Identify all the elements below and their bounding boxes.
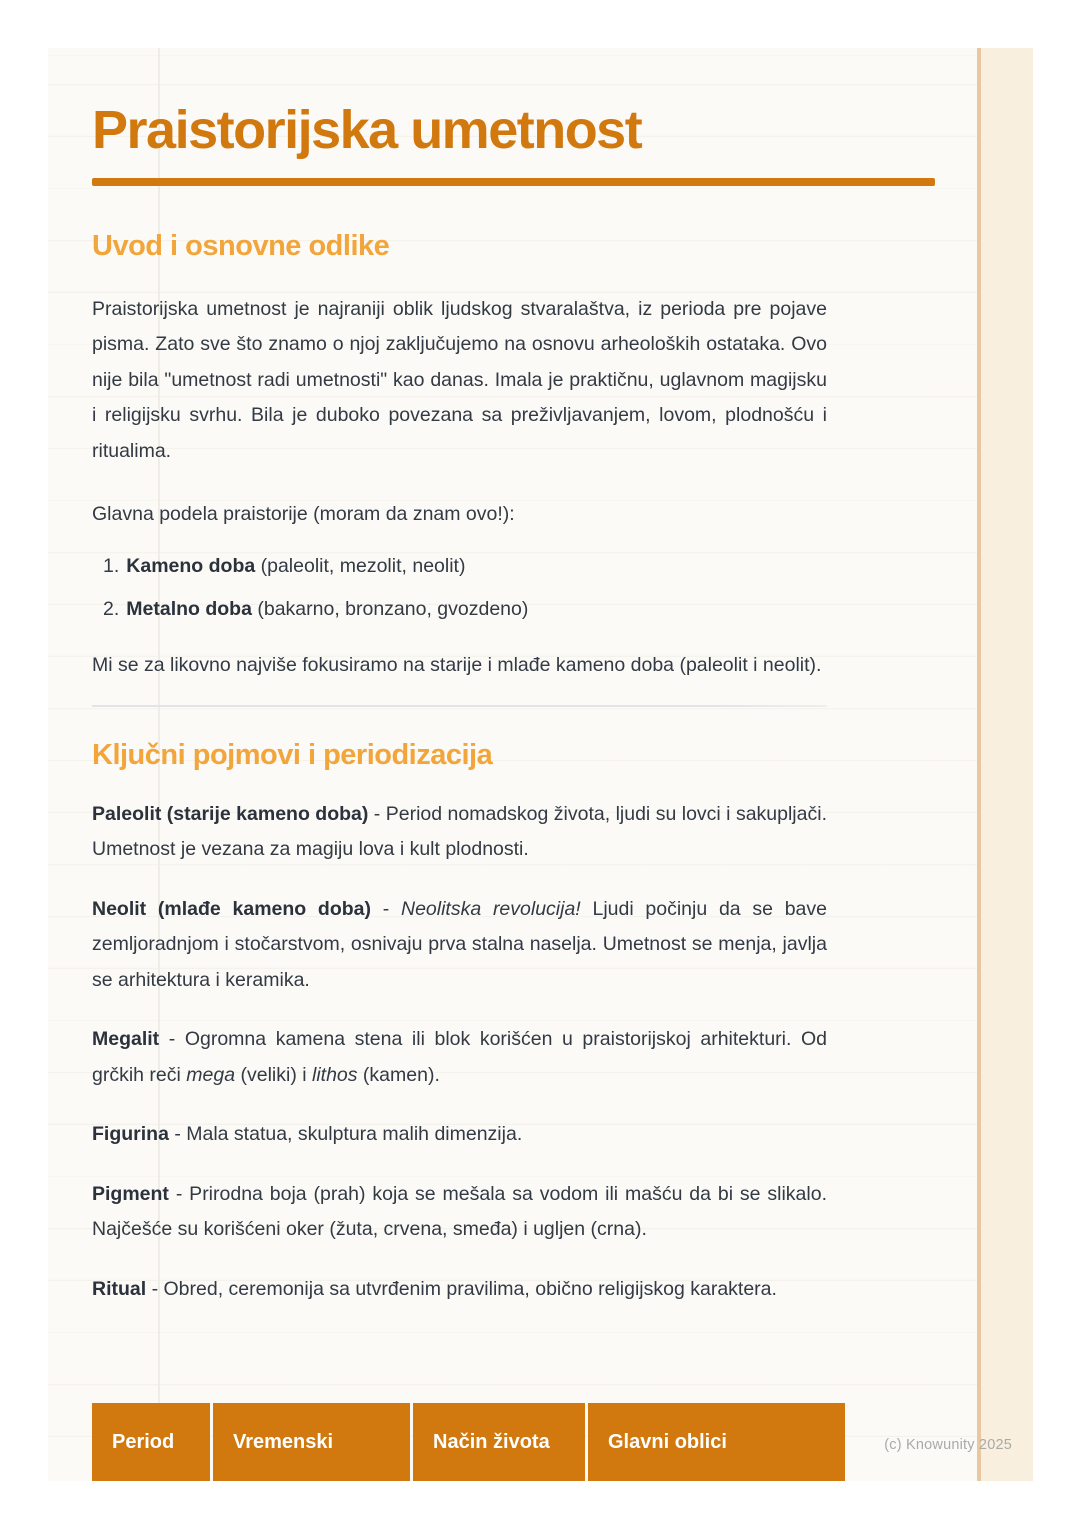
- period-table-header-row: [92, 1403, 845, 1481]
- list-item-number: 1.: [103, 554, 120, 577]
- definition-ritual: Ritual - Obred, ceremonija sa utvrđenim pravilima, obično religijskog karaktera.: [92, 1277, 777, 1300]
- list-item-text: Kameno doba (paleolit, mezolit, neolit): [126, 554, 466, 577]
- table-header-cell-vremenski: Vremenski: [213, 1403, 410, 1481]
- table-header-cell-glavni-oblici: Glavni oblici: [588, 1403, 845, 1481]
- section-divider: [92, 705, 827, 707]
- numbered-list: [92, 549, 827, 628]
- footer-copyright: (c) Knowunity 2025: [884, 1437, 1012, 1453]
- intro-paragraph: Praistorijska umetnost je najraniji oblik ljudskog stvaralaštva, iz perioda pre pojave pisma. Zato sve što znamo o njoj zaključujemo na osnovu arheoloških ostataka. Ovo nije bila "umetnost radi umetnosti" kao danas. Imala je praktičnu, uglavnom magijsku i religijsku svrhu. Bila je duboko povezana sa preživljavanjem, lovom, plodnošću i ritualima.: [92, 297, 827, 462]
- definition-figurina: Figurina - Mala statua, skulptura malih dimenzija.: [92, 1123, 523, 1146]
- definition-megalit: Megalit - Ogromna kamena stena ili blok korišćen u praistorijskoj arhitekturi. Od grčkih reči mega (veliki) i lithos (kamen).: [92, 1028, 827, 1086]
- intro-lead: Glavna podela praistorije (moram da znam ovo!):: [92, 503, 515, 526]
- table-header-cell-nacin-zivota: Način života: [413, 1403, 585, 1481]
- page-edge-strip: [977, 48, 1033, 1481]
- list-item-kameno-doba: [92, 549, 827, 585]
- table-header-cell-period: Period: [92, 1403, 210, 1481]
- definition-neolit: Neolit (mlađe kameno doba) - Neolitska revolucija! Ljudi počinju da se bave zemljoradnjom i stočarstvom, osnivaju prva stalna naselja. Umetnost se menja, javlja se arhitektura i keramika.: [92, 897, 827, 991]
- document-page: [48, 48, 977, 1481]
- definition-paleolit: Paleolit (starije kameno doba) - Period nomadskog života, ljudi su lovci i sakupljači. Umetnost je vezana za magiju lova i kult plodnosti.: [92, 802, 827, 861]
- title-underline-rule: [92, 178, 935, 186]
- section-heading-key-terms: Ključni pojmovi i periodizacija: [92, 739, 493, 772]
- page-content: [92, 48, 827, 1307]
- intro-note: Mi se za likovno najviše fokusiramo na starije i mlađe kameno doba (paleolit i neolit).: [92, 653, 822, 676]
- definition-pigment: Pigment - Prirodna boja (prah) koja se mešala sa vodom ili mašću da bi se slikalo. Najčešće su korišćeni oker (žuta, crvena, smeđa) i ugljen (crna).: [92, 1182, 827, 1241]
- list-item-number: 2.: [103, 598, 120, 621]
- list-item-metalno-doba: [92, 592, 827, 628]
- section-heading-intro: Uvod i osnovne odlike: [92, 230, 390, 263]
- list-item-text: Metalno doba (bakarno, bronzano, gvozdeno): [126, 598, 529, 621]
- page-title: Praistorijska umetnost: [92, 100, 642, 160]
